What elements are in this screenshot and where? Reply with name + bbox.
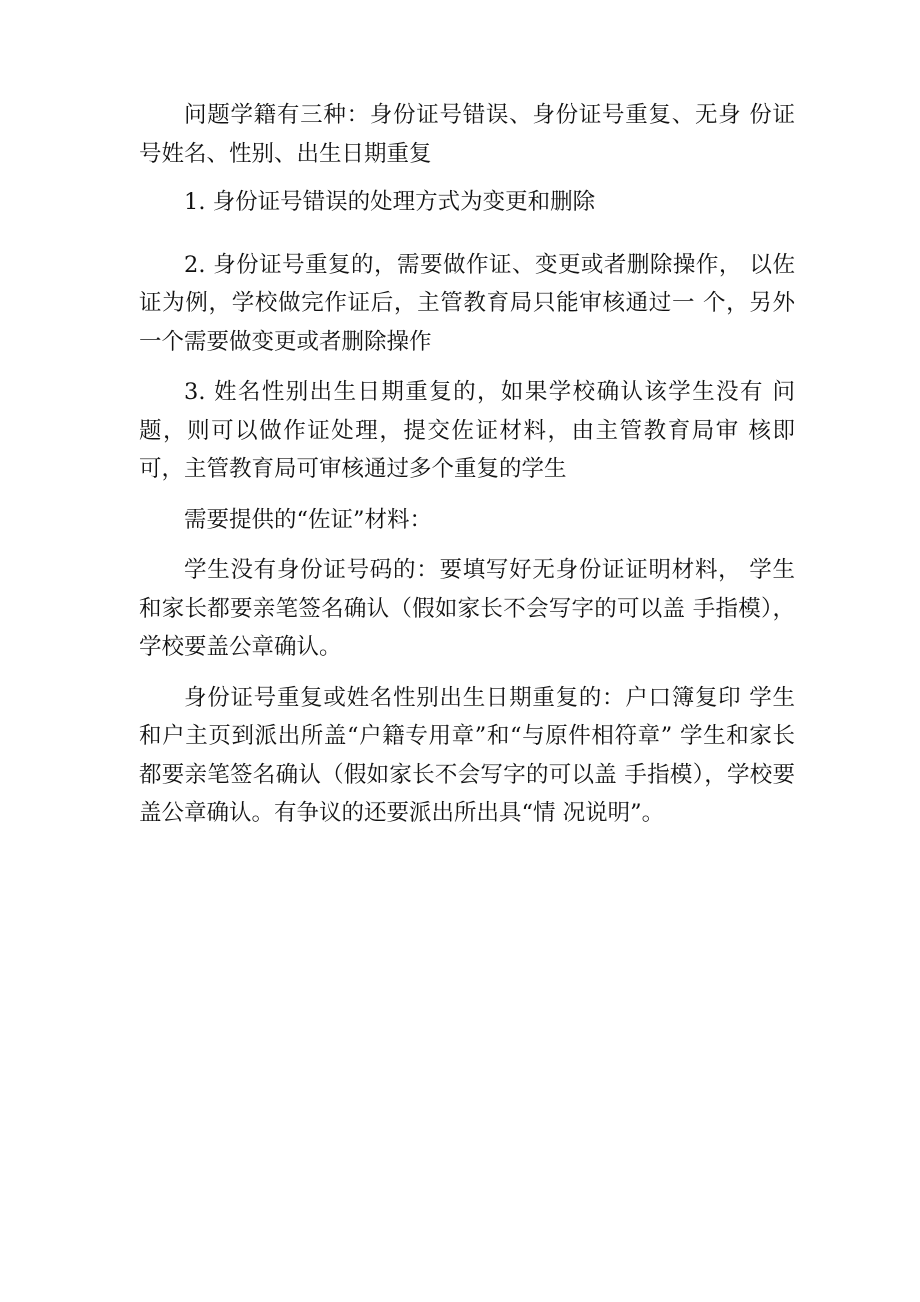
paragraph-item-3: 3. 姓名性别出生日期重复的，如果学校确认该学生没有 问题，则可以做作证处理，提交佐证材料，由主管教育局审 核即可，主管教育局可审核通过多个重复的学生: [139, 379, 795, 482]
paragraph-problem-types: 问题学籍有三种：身份证号错误、身份证号重复、无身 份证号姓名、性别、出生日期重复: [139, 102, 795, 167]
paragraph-item-2: 2. 身份证号重复的，需要做作证、变更或者删除操作， 以佐证为例，学校做完作证后，主管教育局只能审核通过一 个，另外一个需要做变更或者删除操作: [139, 251, 795, 355]
paragraph-duplicate-evidence: 身份证号重复或姓名性别出生日期重复的：户口簿复印 学生和户主页到派出所盖“户籍专用章”和“与原件相符章” 学生和家长都要亲笔签名确认（假如家长不会写字的可以盖 手指模），学校要盖公章确认。有争议的还要派出所出具“情 况说明”。: [139, 684, 795, 826]
paragraph-item-1: 1. 身份证号错误的处理方式为变更和删除: [184, 189, 596, 215]
paragraph-evidence-heading: 需要提供的“佐证”材料：: [184, 506, 433, 533]
document-body: [139, 96, 795, 833]
paragraph-no-id-evidence: 学生没有身份证号码的：要填写好无身份证证明材料， 学生和家长都要亲笔签名确认（假如家长不会写字的可以盖 手指模），学校要盖公章确认。: [139, 557, 795, 660]
